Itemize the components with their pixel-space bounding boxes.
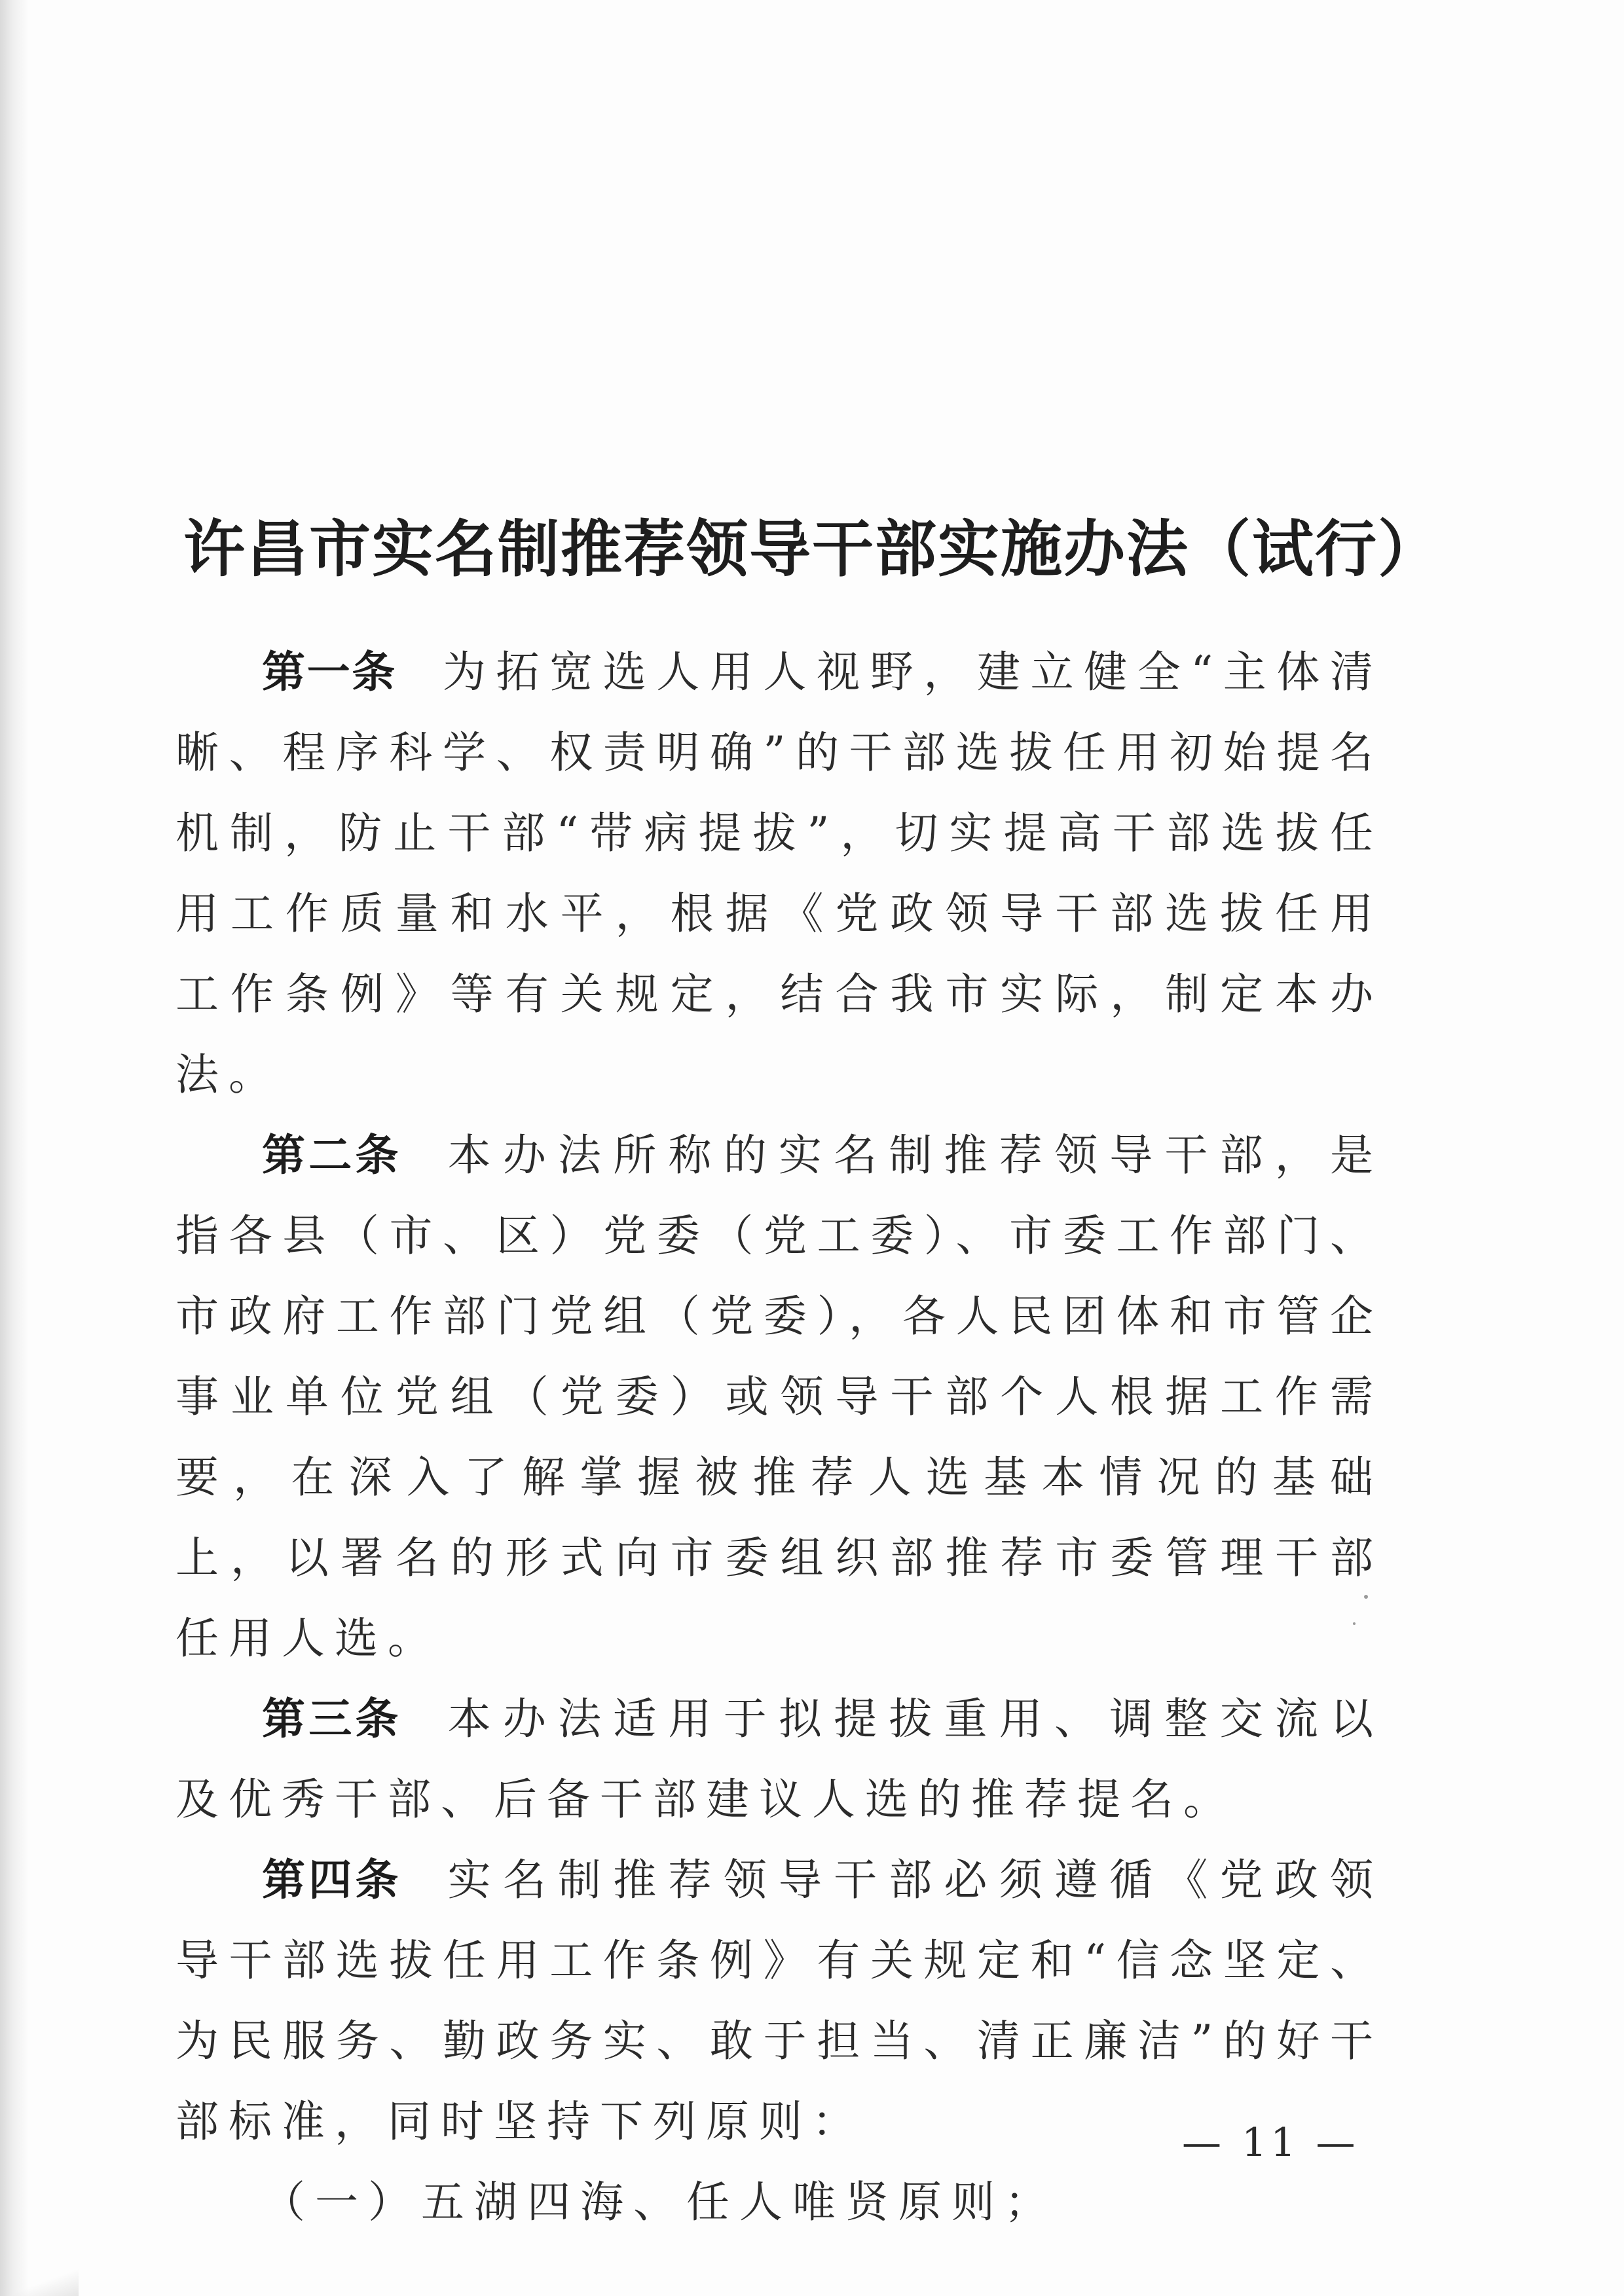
article-2-label: 第二条 [262, 1129, 402, 1180]
article-3-text: 本办法适用于拟提拔重用、调整交流以及优秀干部、后备干部建议人选的推荐提名。 [175, 1694, 1384, 1825]
scan-shadow-edge [0, 0, 29, 2296]
scan-corner-shadow [0, 2257, 79, 2296]
document-body [175, 632, 1383, 2242]
article-4-label: 第四条 [262, 1854, 402, 1905]
clause-1: （一）五湖四海、任人唯贤原则； [262, 2177, 1058, 2227]
article-2-text: 本办法所称的实名制推荐领导干部，是指各县（市、区）党委（党工委）、市委工作部门、市政府工作部门党组（党委），各人民团体和市管企事业单位党组（党委）或领导干部个人根据工作需要，在深入了解掌握被推荐人选基本情况的基础上，以署名的形式向市委组织部推荐市委管理干部任用人选。 [175, 1130, 1384, 1664]
document-title: 许昌市实名制推荐领导干部实施办法（试行） [183, 513, 1441, 585]
article-1-label: 第一条 [262, 646, 397, 697]
article-1-text: 为拓宽选人用人视野，建立健全“主体清晰、程序科学、权责明确”的干部选拔任用初始提名机制，防止干部“带病提拔”，切实提高干部选拔任用工作质量和水平，根据《党政领导干部选拔任用工作条例》等有关规定，结合我市实际，制定本办法。 [175, 647, 1383, 1100]
article-3 [175, 1679, 1383, 1840]
article-1 [175, 632, 1383, 1115]
article-4 [175, 1840, 1383, 2162]
page-number: — 11 — [1182, 2120, 1359, 2166]
article-4-text: 实名制推荐领导干部必须遵循《党政领导干部选拔任用工作条例》有关规定和“信念坚定、为民服务、勤政务实、敢于担当、清正廉洁”的好干部标准，同时坚持下列原则： [175, 1855, 1384, 2147]
article-3-label: 第三条 [262, 1693, 402, 1744]
article-2 [175, 1115, 1383, 1679]
